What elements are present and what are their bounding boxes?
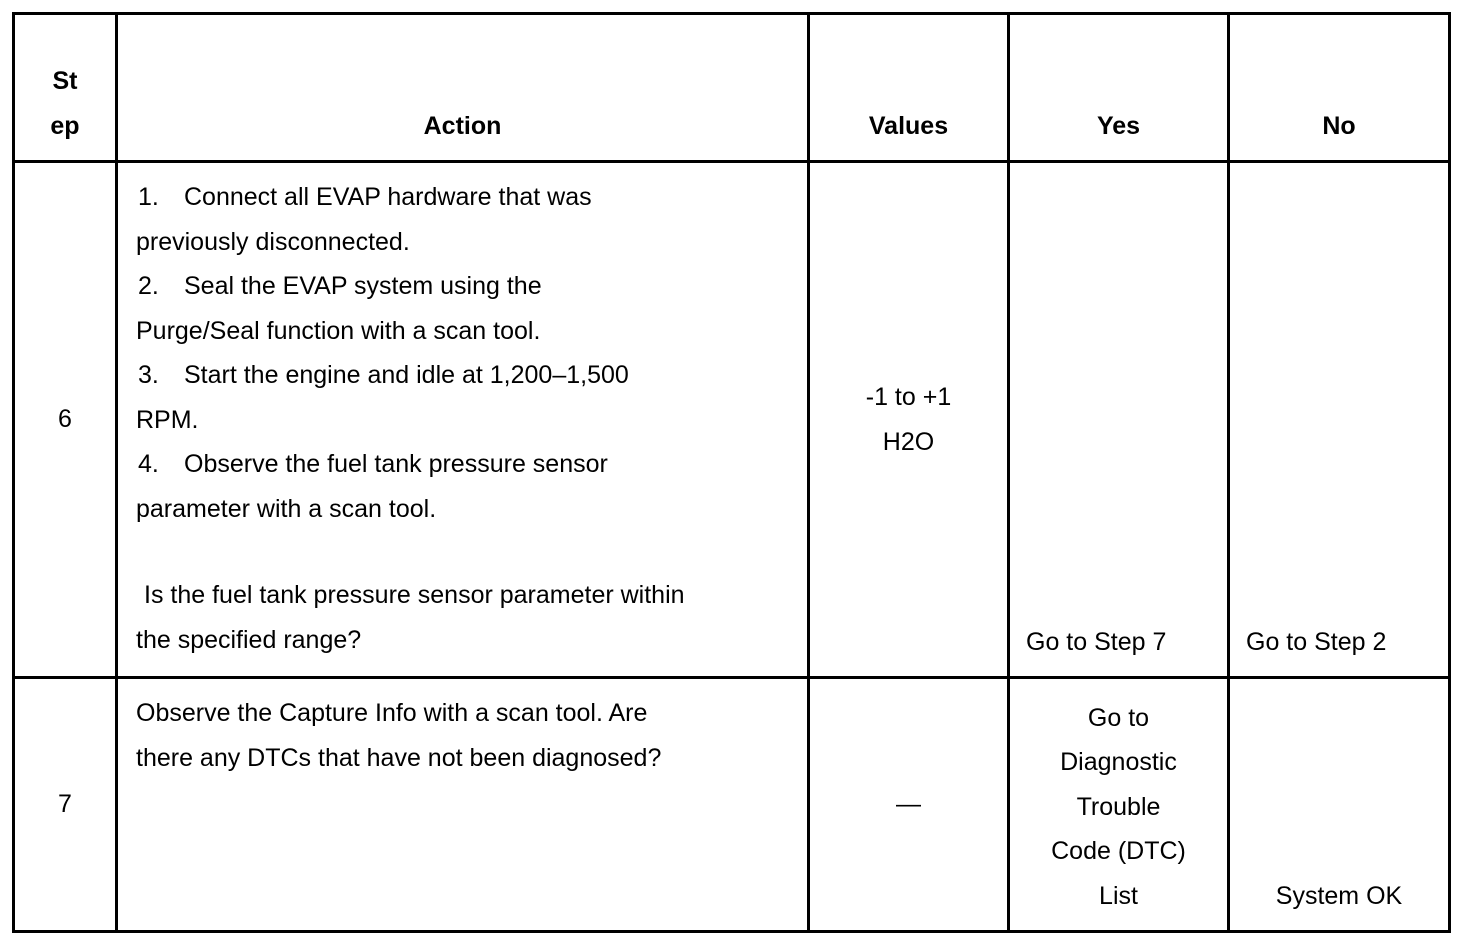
action-step-3-text: Start the engine and idle at 1,200–1,500 (184, 361, 629, 389)
no-cell: Go to Step 2 (1229, 162, 1450, 678)
yes-line3: Trouble (1076, 792, 1161, 821)
action-step-1-number: 1. (138, 183, 159, 211)
table-header-row (14, 14, 1450, 162)
header-values: Values (809, 14, 1009, 162)
action-step-4-continuation: parameter with a scan tool. (136, 494, 437, 523)
yes-cell: Go to Step 7 (1009, 162, 1229, 678)
action-step-4-number: 4. (138, 450, 159, 478)
header-step-line1: St (52, 67, 78, 95)
action-step-3-continuation: RPM. (136, 405, 199, 434)
action-step-1 (136, 175, 787, 220)
yes-line2: Diagnostic (1060, 748, 1177, 776)
values-line1: -1 to +1 (865, 383, 952, 411)
action-step-2-text: Seal the EVAP system using the (184, 272, 542, 300)
action-cell (117, 162, 809, 678)
action-cell (117, 678, 809, 932)
action-step-3-number: 3. (138, 361, 159, 389)
table-row-step-7 (14, 678, 1450, 932)
values-cell: — (809, 678, 1009, 932)
yes-line1: Go to (1087, 703, 1150, 732)
action-question-line1: Is the fuel tank pressure sensor parameter within (144, 581, 685, 609)
header-step (14, 14, 117, 162)
action-text-line2: there any DTCs that have not been diagnosed? (136, 743, 662, 772)
step-number: 6 (14, 162, 117, 678)
values-cell (809, 162, 1009, 678)
header-action: Action (117, 14, 809, 162)
yes-line5: List (1099, 881, 1138, 910)
action-step-1-continuation: previously disconnected. (136, 227, 410, 256)
action-step-4 (136, 442, 787, 487)
action-step-4-text: Observe the fuel tank pressure sensor (184, 450, 608, 478)
action-step-2-continuation: Purge/Seal function with a scan tool. (136, 316, 541, 345)
header-step-line2: ep (50, 111, 80, 140)
step-number: 7 (14, 678, 117, 932)
no-cell: System OK (1229, 678, 1450, 932)
action-step-2-number: 2. (138, 272, 159, 300)
yes-line4: Code (DTC) (1051, 837, 1186, 865)
table-row-step-6 (14, 162, 1450, 678)
spacer (136, 531, 787, 573)
action-step-2 (136, 264, 787, 309)
values-line2: H2O (882, 427, 935, 456)
action-question-line2: the specified range? (136, 625, 362, 654)
header-no: No (1229, 14, 1450, 162)
yes-cell (1009, 678, 1229, 932)
header-yes: Yes (1009, 14, 1229, 162)
action-step-1-text: Connect all EVAP hardware that was (184, 183, 592, 211)
diagnostic-table (12, 12, 1451, 933)
action-step-3 (136, 353, 787, 398)
action-text-line1: Observe the Capture Info with a scan tool. Are (136, 699, 648, 727)
